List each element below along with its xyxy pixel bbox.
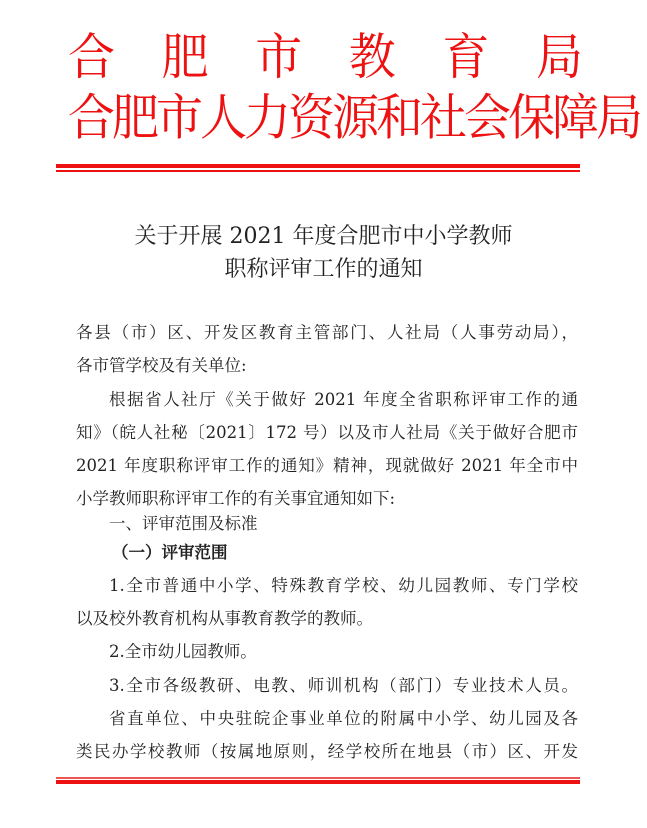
letterhead-char: 会 [464,89,511,148]
letterhead-char: 局 [596,89,643,148]
red-rule-thick [56,780,580,784]
body-line: 类民办学校教师（按属地原则，经学校所在地县（市）区、开发 [76,742,578,761]
letterhead-char: 和 [376,89,423,148]
footer-red-rule [56,777,580,785]
letterhead-char: 合 [68,89,115,148]
red-rule-thin [56,777,580,779]
letterhead-char: 肥 [112,89,159,148]
letterhead-char: 市 [255,28,303,87]
document-title-line-1: 关于开展 2021 年度合肥市中小学教师 [134,224,513,249]
body-line: 2.全市幼儿园教师。 [109,642,257,661]
body-line: 2021 年度职称评审工作的通知》精神，现就做好 2021 年全市中 [76,456,578,475]
body-line: 3.全市各级教研、电教、师训机构（部门）专业技术人员。 [109,676,578,695]
letterhead-char: 人 [200,89,247,148]
letterhead-red-rule [56,164,580,172]
letterhead-hrss-bureau [68,89,643,148]
letterhead-char: 肥 [161,28,209,87]
letterhead-char: 保 [508,89,555,148]
letterhead-char: 社 [420,89,467,148]
letterhead-char: 合 [68,28,115,87]
letterhead-char: 育 [442,28,490,87]
red-rule-thin [56,170,580,172]
letterhead-char: 教 [348,28,396,87]
document-title-line-2: 职称评审工作的通知 [224,257,423,282]
letterhead-char: 局 [535,28,583,87]
letterhead-char: 市 [156,89,203,148]
letterhead-char: 源 [332,89,379,148]
body-line: 各县（市）区、开发区教育主管部门、人社局（人事劳动局）， [76,323,578,342]
body-line: 省直单位、中央驻皖企事业单位的附属中小学、幼儿园及各 [109,709,578,728]
letterhead-char: 障 [552,89,599,148]
body-line: 各市管学校及有关单位: [76,356,247,375]
body-line: 知》（皖人社秘〔2021〕172 号）以及市人社局《关于做好合肥市 [76,423,578,442]
letterhead-char: 资 [288,89,335,148]
body-line: 根据省人社厅《关于做好 2021 年度全省职称评审工作的通 [109,390,578,409]
body-line: 小学教师职称评审工作的有关事宜通知如下: [76,489,396,508]
letterhead-education-bureau [68,28,583,87]
red-rule-thick [56,164,580,168]
letterhead-char: 力 [244,89,291,148]
body-line: 以及校外教育机构从事教育教学的教师。 [76,609,373,628]
subsection-heading-1: （一）评审范围 [112,543,228,562]
section-heading-1: 一、评审范围及标准 [109,514,258,533]
body-line: 1.全市普通中小学、特殊教育学校、幼儿园教师、专门学校 [109,576,578,595]
